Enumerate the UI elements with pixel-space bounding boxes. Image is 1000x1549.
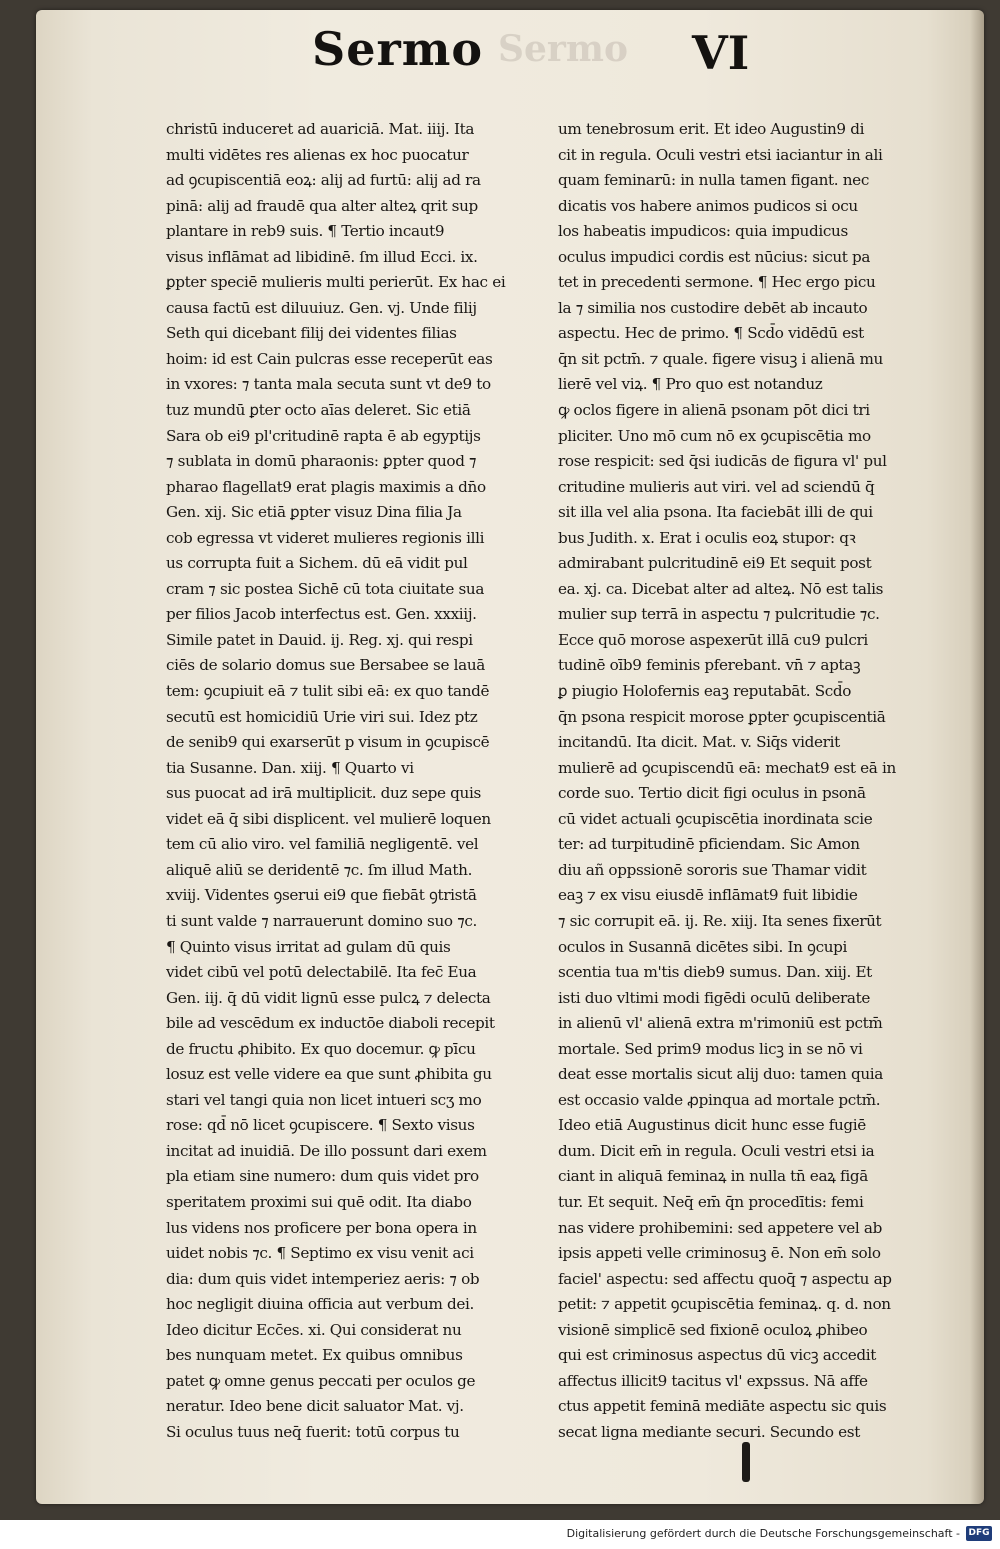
text-line: dicatis vos habere animos pudicos si ocu [558, 196, 858, 215]
text-column-right [558, 117, 928, 1445]
text-line: lus videns nos proficere per bona opera in [166, 1218, 477, 1237]
text-line: diu añ oppssionē sororis sue Thamar vidit [558, 860, 867, 879]
text-line: cit in regula. Oculi vestri etsi iaciantur in ali [558, 145, 883, 164]
text-line: ad ꝯcupiscentiā eoꝝ: alij ad furtū: alij ad ra [166, 171, 481, 190]
text-line: mulier sup terrā in aspectu ⁊ pulcritudie ⁊c. [558, 605, 880, 624]
sermon-number: VI [692, 26, 750, 80]
text-line: ciēs de solario domus sue Bersabee se lauā [166, 656, 485, 675]
text-line: secutū est homicidiū Urie viri sui. Idez ptz [166, 707, 478, 726]
text-line: stari vel tangi quia non licet intueri scʒ mo [166, 1090, 482, 1109]
text-line: pla etiam sine numero: dum quis videt pro [166, 1167, 479, 1186]
text-line: Ideo dicitur Ecc̄es. xi. Qui considerat nu [166, 1320, 462, 1339]
text-line: ꝑpter speciē mulieris multi perierūt. Ex hac ei [166, 273, 506, 292]
text-line: oculos in Susannā dicētes sibi. In ꝯcupi [558, 937, 848, 956]
text-line: Seth qui dicebant filij dei videntes filias [166, 324, 457, 343]
text-line: per filios Jacob interfectus est. Gen. xxxiij. [166, 605, 477, 624]
text-line: visus inflāmat ad libidinē. ſm illud Ecci. ix. [166, 247, 478, 266]
text-line: ipsis appeti velle criminosuꝫ ē. Non em̄ solo [558, 1244, 881, 1263]
text-line: mulierē ad ꝯcupiscendū eā: mechat9 est eā in [558, 758, 896, 777]
text-line: qui est criminosus aspectus dū vicꝫ accedit [558, 1346, 877, 1365]
text-line: in alienū vl' alienā extra m'rimoniū est pctm̄ [558, 1014, 883, 1033]
text-line: rose: qd̄ nō licet ꝯcupiscere. ¶ Sexto visus [166, 1116, 475, 1135]
text-line: tuz mundū ꝑter octo aīas deleret. Sic etiā [166, 401, 471, 420]
text-line: tet in precedenti sermone. ¶ Hec ergo picu [558, 273, 876, 292]
text-line: isti duo vltimi modi figēdi oculū deliberate [558, 988, 870, 1007]
text-line: plantare in reb9 suis. ¶ Tertio incaut9 [166, 222, 445, 241]
text-line: tur. Et sequit. Neq̄ em̄ q̄n procedītis: femi [558, 1192, 864, 1211]
text-line: de fructu ꝓhibito. Ex quo docemur. ꝙ pīcu [166, 1039, 476, 1058]
text-line: ¶ Quinto visus irritat ad gulam dū quis [166, 937, 451, 956]
dfg-logo: DFG [966, 1526, 992, 1541]
text-line: us corrupta fuit a Sichem. dū eā vidit pul [166, 554, 468, 573]
text-line: uidet nobis ⁊c. ¶ Septimo ex visu venit aci [166, 1244, 474, 1263]
text-line: tudinē oīb9 feminis pferebant. vn̄ ⁊ aptaꝫ [558, 656, 861, 675]
text-line: cū videt actuali ꝯcupiscētia inordinata scie [558, 809, 873, 828]
text-line: ter: ad turpitudinē pficiendam. Sic Amon [558, 835, 860, 854]
signature-mark [742, 1442, 750, 1482]
text-line: bile ad vescēdum ex inductōe diaboli recepit [166, 1014, 495, 1033]
text-line: Gen. xij. Sic etiā ꝑpter visuz Dina filia Ja [166, 503, 462, 522]
text-line: dum. Dicit em̄ in regula. Oculi vestri etsi ia [558, 1141, 875, 1160]
footer-bar [0, 1520, 1000, 1549]
text-line: ꝙ oclos figere in alienā psonam pōt dici tri [558, 401, 870, 420]
text-line: sus puocat ad irā multiplicit. duz sepe quis [166, 784, 481, 803]
text-line: hoim: id est Cain pulcras esse receperūt eas [166, 349, 493, 368]
text-line: Ideo etiā Augustinus dicit hunc esse fugiē [558, 1116, 866, 1135]
text-line: tia Susanne. Dan. xiij. ¶ Quarto vi [166, 758, 414, 777]
funding-credit: Digitalisierung gefördert durch die Deutsche Forschungsgemeinschaft - [566, 1527, 960, 1540]
text-line: bes nunquam metet. Ex quibus omnibus [166, 1346, 463, 1365]
text-line: Gen. iij. q̄ dū vidit lignū esse pulcꝝ ⁊ delecta [166, 988, 491, 1007]
text-line: ctus appetit feminā mediāte aspectu sic quis [558, 1397, 887, 1416]
text-line: secat ligna mediante securi. Secundo est [558, 1422, 860, 1441]
text-line: faciel' aspectu: sed affectu quoq̄ ⁊ aspectu ap [558, 1269, 892, 1288]
text-line: mortale. Sed prim9 modus licꝫ in se nō vi [558, 1039, 863, 1058]
text-line: causa factū est diluuiuz. Gen. vj. Unde filij [166, 298, 477, 317]
text-line: Simile patet in Dauid. ij. Reg. xj. qui respi [166, 630, 473, 649]
text-line: videt cibū vel potū delectabilē. Ita fec̄ Eua [166, 963, 477, 982]
text-line: q̄n sit pctm̄. ⁊ quale. figere visuꝫ i alienā mu [558, 349, 883, 368]
text-line: videt eā q̄ sibi displicent. vel mulierē loquen [166, 809, 491, 828]
text-line: pharao flagellat9 erat plagis maximis a dn̄o [166, 477, 486, 496]
text-line: pliciter. Uno mō cum nō ex ꝯcupiscētia mo [558, 426, 871, 445]
text-line: quam feminarū: in nulla tamen figant. nec [558, 171, 869, 190]
text-line: losuz est velle videre ea que sunt ꝓhibita gu [166, 1065, 492, 1084]
page-edge-shadow [970, 10, 984, 1504]
text-line: hoc negligit diuina officia aut verbum dei. [166, 1295, 475, 1314]
text-line: christū induceret ad auariciā. Mat. iiij. Ita [166, 120, 475, 138]
text-line: ⁊ sic corrupit eā. ij. Re. xiij. Ita senes fixerūt [558, 911, 882, 930]
text-line: ti sunt valde ⁊ narrauerunt domino suo ⁊c. [166, 911, 478, 930]
text-line: affectus illicit9 tacitus vl' expssus. Nā affe [558, 1371, 868, 1390]
text-line: xviij. Videntes ꝯserui ei9 que fiebāt ꝯtristā [166, 886, 477, 905]
text-line: ⁊ sublata in domū pharaonis: ꝑpter quod ⁊ [166, 452, 477, 471]
text-line: neratur. Ideo bene dicit saluator Mat. vj. [166, 1397, 464, 1416]
text-line: aspectu. Hec de primo. ¶ Scd̄o vidēdū est [558, 324, 864, 343]
text-column-left [166, 117, 538, 1445]
text-line: incitat ad inuidiā. De illo possunt dari exem [166, 1141, 487, 1160]
text-line: ciant in aliquā feminaꝝ in nulla tn̄ eaꝝ figā [558, 1167, 868, 1186]
text-line: in vxores: ⁊ tanta mala secuta sunt vt de9 to [166, 375, 491, 394]
text-line: tem cū alio viro. vel familiā negligentē. vel [166, 835, 479, 854]
text-line: visionē simplicē sed fixionē oculoꝝ ꝓhibeo [558, 1320, 868, 1339]
text-line: admirabant pulcritudinē ei9 Et sequit post [558, 554, 872, 573]
text-line: sit illa vel alia psona. Ita faciebāt illi de qui [558, 503, 873, 522]
text-line: Si oculus tuus neq̄ fuerit: totū corpus tu [166, 1422, 460, 1441]
text-line: cob egressa vt videret mulieres regionis illi [166, 528, 485, 547]
text-line: corde suo. Tertio dicit figi oculus in psonā [558, 784, 866, 803]
text-line: nas videre prohibemini: sed appetere vel ab [558, 1218, 882, 1237]
text-line: Ecce quō morose aspexerūt illā cu9 pulcri [558, 630, 868, 649]
text-line: multi vidētes res alienas ex hoc puocatur [166, 145, 469, 164]
text-line: lierē vel viꝝ. ¶ Pro quo est notanduz [558, 375, 823, 394]
text-line: tem: ꝯcupiuit eā ⁊ tulit sibi eā: ex quo tandē [166, 682, 490, 701]
text-line: dia: dum quis videt intemperiez aeris: ⁊ ob [166, 1269, 480, 1288]
text-line: pinā: alij ad fraudē qua alter alteꝝ qrit sup [166, 196, 478, 215]
text-line: est occasio valde ꝓpinqua ad mortale pctm̄. [558, 1090, 881, 1109]
text-line: rose respicit: sed q̄si iudicās de figura vl' pul [558, 452, 887, 471]
text-line: ea. xj. ca. Dicebat alter ad alteꝝ. Nō est talis [558, 579, 884, 598]
text-line: Sara ob ei9 pl'critudinē rapta ē ab egyptijs [166, 426, 481, 445]
running-header-title: Sermo [312, 22, 484, 76]
text-line: eaꝫ ⁊ ex visu eiusdē inflāmat9 fuit libidie [558, 886, 858, 905]
text-line: petit: ⁊ appetit ꝯcupiscētia feminaꝝ. q. d. non [558, 1295, 891, 1314]
text-line: speritatem proximi sui quē odit. Ita diabo [166, 1192, 472, 1211]
text-line: ꝑ piugio Holofernis eaꝫ reputabāt. Scd̄o [558, 682, 852, 701]
text-line: critudine mulieris aut viri. vel ad sciendū q̄ [558, 477, 875, 496]
show-through-text: Sermo [498, 28, 628, 70]
text-line: deat esse mortalis sicut alij duo: tamen quia [558, 1065, 883, 1084]
text-line: patet ꝙ omne genus peccati per oculos ge [166, 1371, 476, 1390]
text-line: de senib9 qui exarserūt p visum in ꝯcupiscē [166, 733, 490, 752]
text-line: la ⁊ similia nos custodire debēt ab incauto [558, 298, 868, 317]
text-line: bus Judith. x. Erat i oculis eoꝝ stupor: qꝛ [558, 528, 856, 547]
text-line: cram ⁊ sic postea Sichē cū tota ciuitate sua [166, 579, 485, 598]
text-line: um tenebrosum erit. Et ideo Augustin9 di [558, 120, 865, 138]
text-line: oculus impudici cordis est nūcius: sicut pa [558, 247, 871, 266]
text-line: aliquē aliū se deridentē ⁊c. ſm illud Math. [166, 860, 473, 879]
text-line: incitandū. Ita dicit. Mat. v. Siq̄s viderit [558, 733, 840, 752]
text-line: scentia tua m'tis dieb9 sumus. Dan. xiij. Et [558, 963, 872, 982]
text-line: los habeatis impudicos: quia impudicus [558, 222, 848, 241]
text-line: q̄n psona respicit morose ꝑpter ꝯcupiscentiā [558, 707, 886, 726]
